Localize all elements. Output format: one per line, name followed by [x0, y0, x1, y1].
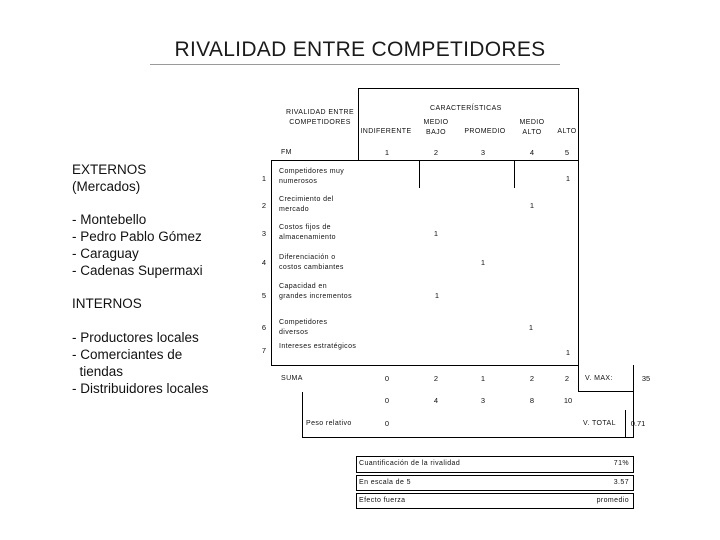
suma-value: 2: [433, 374, 439, 383]
column-header: MEDIO BAJO: [423, 119, 449, 136]
characteristics-label: CARACTERÍSTICAS: [430, 105, 502, 112]
row-mark: 1: [565, 174, 571, 183]
row-mark: 1: [480, 258, 486, 267]
row-label: Crecimiento del mercado: [279, 196, 334, 213]
row-label: Competidores muy numerosos: [279, 168, 345, 185]
internos-item: - Distribuidores locales: [72, 381, 209, 396]
efecto-value: promedio: [596, 497, 629, 504]
cuantificacion-label: Cuantificación de la rivalidad: [359, 460, 461, 467]
table-corner-label: RIVALIDAD ENTRE COMPETIDORES: [285, 109, 355, 126]
column-header: PROMEDIO: [464, 128, 506, 135]
row-mark: 1: [528, 323, 534, 332]
escala-value: 3.57: [613, 479, 629, 486]
summary-row-efecto: [356, 493, 634, 509]
escala-label: En escala de 5: [359, 479, 411, 486]
vmax-value: 35: [641, 374, 651, 383]
column-header: ALTO: [557, 128, 577, 135]
column-value: 5: [564, 148, 570, 157]
title-underline: [150, 64, 560, 65]
row-label: Intereses estratégicos: [279, 343, 357, 350]
fm-label: FM: [281, 149, 292, 156]
peso-value: 0: [384, 419, 390, 428]
column-header: INDIFERENTE: [360, 128, 412, 135]
row-label: Diferenciación o costos cambiantes: [279, 254, 344, 271]
weighted-value: 8: [529, 396, 535, 405]
row-mark: 1: [434, 291, 440, 300]
externos-item: - Pedro Pablo Gómez: [72, 229, 202, 244]
row-number: 1: [261, 174, 267, 183]
column-value: 3: [480, 148, 486, 157]
suma-value: 2: [529, 374, 535, 383]
internos-heading: INTERNOS: [72, 296, 142, 311]
row-mark: 1: [433, 229, 439, 238]
row-number: 2: [261, 201, 267, 210]
row-number: 5: [261, 291, 267, 300]
weighted-value: 10: [563, 396, 573, 405]
externos-item: - Montebello: [72, 212, 147, 227]
peso-label: Peso relativo: [306, 420, 352, 427]
cuantificacion-value: 71%: [613, 460, 629, 467]
column-header: MEDIO ALTO: [519, 119, 545, 136]
internos-item: tiendas: [72, 364, 124, 379]
summary-row-escala: [356, 475, 634, 491]
row-mark: 1: [565, 348, 571, 357]
column-value: 4: [529, 148, 535, 157]
summary-row-cuantificacion: [356, 456, 634, 473]
row-number: 3: [261, 229, 267, 238]
row-number: 4: [261, 258, 267, 267]
row-label: Costos fijos de almacenamiento: [279, 224, 336, 241]
vmax-label: V. MAX:: [585, 375, 613, 382]
suma-value: 2: [564, 374, 570, 383]
externos-heading: EXTERNOS: [72, 162, 147, 177]
row-label: Competidores diversos: [279, 319, 328, 336]
externos-item: - Cadenas Supermaxi: [72, 263, 203, 278]
row-mark: 1: [529, 201, 535, 210]
page-title: RIVALIDAD ENTRE COMPETIDORES: [174, 38, 546, 61]
weighted-value: 3: [480, 396, 486, 405]
suma-value: 0: [384, 374, 390, 383]
row-number: 6: [261, 323, 267, 332]
internos-item: - Comerciantes de: [72, 347, 183, 362]
row-number: 7: [261, 346, 267, 355]
efecto-label: Efecto fuerza: [359, 497, 406, 504]
weighted-value: 0: [384, 396, 390, 405]
suma-value: 1: [480, 374, 486, 383]
externos-item: - Caraguay: [72, 246, 139, 261]
weighted-value: 4: [433, 396, 439, 405]
externos-subheading: (Mercados): [72, 179, 141, 194]
vtotal-label: V. TOTAL: [583, 420, 616, 427]
column-value: 1: [384, 148, 390, 157]
internos-item: - Productores locales: [72, 330, 199, 345]
column-value: 2: [433, 148, 439, 157]
row-label: Capacidad en grandes incrementos: [279, 283, 352, 300]
suma-label: SUMA: [281, 375, 303, 382]
vtotal-value: 0.71: [630, 419, 646, 428]
